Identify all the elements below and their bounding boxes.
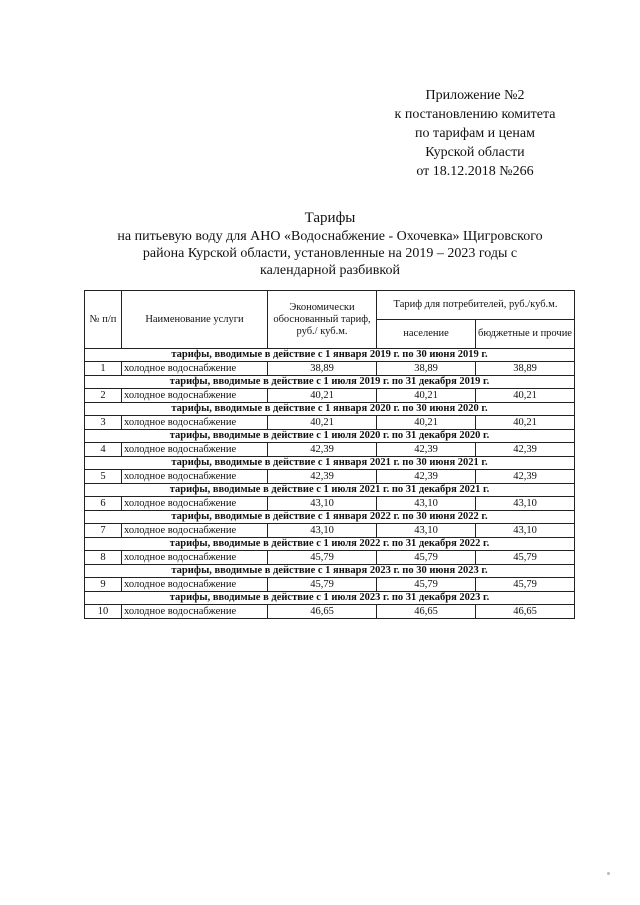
budget-tariff: 45,79 bbox=[476, 578, 575, 592]
period-label: тарифы, вводимые в действие с 1 января 2023 г. по 30 июня 2023 г. bbox=[85, 565, 575, 578]
row-number: 9 bbox=[85, 578, 122, 592]
table-row bbox=[85, 362, 575, 376]
table-body bbox=[85, 349, 575, 619]
row-number: 10 bbox=[85, 605, 122, 619]
row-number: 8 bbox=[85, 551, 122, 565]
service-name: холодное водоснабжение bbox=[122, 524, 268, 538]
population-tariff: 42,39 bbox=[377, 443, 476, 457]
period-row bbox=[85, 484, 575, 497]
scan-speck bbox=[607, 872, 610, 875]
row-number: 2 bbox=[85, 389, 122, 403]
table-row bbox=[85, 443, 575, 457]
budget-tariff: 46,65 bbox=[476, 605, 575, 619]
period-row bbox=[85, 538, 575, 551]
econ-tariff: 45,79 bbox=[268, 551, 377, 565]
table-row bbox=[85, 551, 575, 565]
annex-line-2: к постановлению комитета bbox=[394, 107, 556, 122]
econ-tariff: 43,10 bbox=[268, 524, 377, 538]
period-label: тарифы, вводимые в действие с 1 июля 2020 г. по 31 декабря 2020 г. bbox=[85, 430, 575, 443]
service-name: холодное водоснабжение bbox=[122, 605, 268, 619]
econ-tariff: 45,79 bbox=[268, 578, 377, 592]
period-row bbox=[85, 430, 575, 443]
document-title bbox=[70, 210, 590, 279]
period-label: тарифы, вводимые в действие с 1 июля 2022 г. по 31 декабря 2022 г. bbox=[85, 538, 575, 551]
title-heading: Тарифы bbox=[304, 210, 356, 226]
service-name: холодное водоснабжение bbox=[122, 470, 268, 484]
budget-tariff: 40,21 bbox=[476, 389, 575, 403]
service-name: холодное водоснабжение bbox=[122, 389, 268, 403]
budget-tariff: 42,39 bbox=[476, 443, 575, 457]
row-number: 7 bbox=[85, 524, 122, 538]
econ-tariff: 40,21 bbox=[268, 416, 377, 430]
econ-tariff: 42,39 bbox=[268, 470, 377, 484]
row-number: 5 bbox=[85, 470, 122, 484]
period-label: тарифы, вводимые в действие с 1 января 2019 г. по 30 июня 2019 г. bbox=[85, 349, 575, 362]
table-row bbox=[85, 416, 575, 430]
header-consumers: Тариф для потребителей, руб./куб.м. bbox=[377, 291, 575, 320]
row-number: 4 bbox=[85, 443, 122, 457]
budget-tariff: 38,89 bbox=[476, 362, 575, 376]
tariff-table bbox=[84, 290, 575, 619]
econ-tariff: 38,89 bbox=[268, 362, 377, 376]
budget-tariff: 43,10 bbox=[476, 497, 575, 511]
econ-tariff: 42,39 bbox=[268, 443, 377, 457]
service-name: холодное водоснабжение bbox=[122, 578, 268, 592]
period-label: тарифы, вводимые в действие с 1 июля 2021 г. по 31 декабря 2021 г. bbox=[85, 484, 575, 497]
period-row bbox=[85, 565, 575, 578]
period-row bbox=[85, 457, 575, 470]
row-number: 6 bbox=[85, 497, 122, 511]
period-row bbox=[85, 592, 575, 605]
budget-tariff: 45,79 bbox=[476, 551, 575, 565]
header-name: Наименование услуги bbox=[122, 291, 268, 349]
row-number: 1 bbox=[85, 362, 122, 376]
annex-block bbox=[370, 86, 580, 181]
service-name: холодное водоснабжение bbox=[122, 416, 268, 430]
annex-line-5: от 18.12.2018 №266 bbox=[416, 164, 534, 179]
row-number: 3 bbox=[85, 416, 122, 430]
header-population: население bbox=[377, 320, 476, 349]
period-row bbox=[85, 349, 575, 362]
population-tariff: 38,89 bbox=[377, 362, 476, 376]
table-row bbox=[85, 389, 575, 403]
population-tariff: 45,79 bbox=[377, 578, 476, 592]
table-row bbox=[85, 524, 575, 538]
service-name: холодное водоснабжение bbox=[122, 443, 268, 457]
budget-tariff: 42,39 bbox=[476, 470, 575, 484]
population-tariff: 43,10 bbox=[377, 524, 476, 538]
econ-tariff: 46,65 bbox=[268, 605, 377, 619]
annex-line-4: Курской области bbox=[425, 145, 525, 160]
annex-line-3: по тарифам и ценам bbox=[415, 126, 535, 141]
period-row bbox=[85, 403, 575, 416]
service-name: холодное водоснабжение bbox=[122, 497, 268, 511]
service-name: холодное водоснабжение bbox=[122, 551, 268, 565]
title-line-1: на питьевую воду для АНО «Водоснабжение - Охочевка» Щигровского bbox=[117, 229, 543, 244]
header-econ: Экономически обоснованный тариф, руб./ куб.м. bbox=[268, 291, 377, 349]
period-row bbox=[85, 511, 575, 524]
table-row bbox=[85, 578, 575, 592]
econ-tariff: 40,21 bbox=[268, 389, 377, 403]
population-tariff: 46,65 bbox=[377, 605, 476, 619]
population-tariff: 40,21 bbox=[377, 416, 476, 430]
table-row bbox=[85, 470, 575, 484]
title-line-2: района Курской области, установленные на 2019 – 2023 годы с bbox=[142, 246, 518, 261]
budget-tariff: 40,21 bbox=[476, 416, 575, 430]
period-label: тарифы, вводимые в действие с 1 января 2022 г. по 30 июня 2022 г. bbox=[85, 511, 575, 524]
population-tariff: 43,10 bbox=[377, 497, 476, 511]
budget-tariff: 43,10 bbox=[476, 524, 575, 538]
annex-line-1: Приложение №2 bbox=[425, 88, 525, 103]
period-label: тарифы, вводимые в действие с 1 июля 2019 г. по 31 декабря 2019 г. bbox=[85, 376, 575, 389]
header-num: № п/п bbox=[85, 291, 122, 349]
period-label: тарифы, вводимые в действие с 1 июля 2023 г. по 31 декабря 2023 г. bbox=[85, 592, 575, 605]
table-row bbox=[85, 605, 575, 619]
population-tariff: 42,39 bbox=[377, 470, 476, 484]
population-tariff: 40,21 bbox=[377, 389, 476, 403]
population-tariff: 45,79 bbox=[377, 551, 476, 565]
period-label: тарифы, вводимые в действие с 1 января 2021 г. по 30 июня 2021 г. bbox=[85, 457, 575, 470]
header-budget: бюджетные и прочие bbox=[476, 320, 575, 349]
service-name: холодное водоснабжение bbox=[122, 362, 268, 376]
table-row bbox=[85, 497, 575, 511]
period-row bbox=[85, 376, 575, 389]
title-line-3: календарной разбивкой bbox=[260, 263, 400, 278]
period-label: тарифы, вводимые в действие с 1 января 2020 г. по 30 июня 2020 г. bbox=[85, 403, 575, 416]
econ-tariff: 43,10 bbox=[268, 497, 377, 511]
